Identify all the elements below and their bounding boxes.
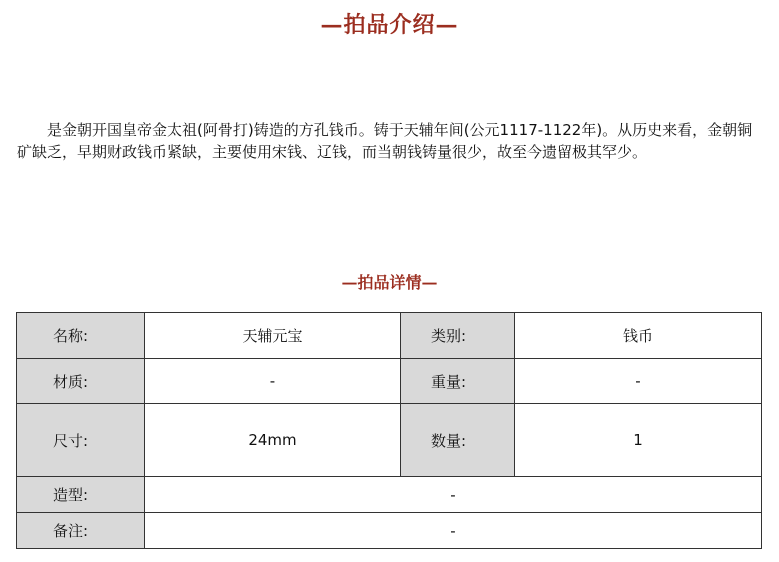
name-label: 名称: xyxy=(17,313,145,359)
remarks-label: 备注: xyxy=(17,513,145,549)
material-value: - xyxy=(145,359,401,404)
shape-label: 造型: xyxy=(17,477,145,513)
details-table xyxy=(16,312,762,549)
table-row xyxy=(17,404,762,477)
table-row xyxy=(17,477,762,513)
category-label: 类别: xyxy=(401,313,515,359)
remarks-value: - xyxy=(145,513,762,549)
weight-value: - xyxy=(515,359,762,404)
shape-value: - xyxy=(145,477,762,513)
category-value: 钱币 xyxy=(515,313,762,359)
intro-section-title: —拍品介绍— xyxy=(320,12,459,38)
table-row xyxy=(17,359,762,404)
quantity-value: 1 xyxy=(515,404,762,477)
quantity-label: 数量: xyxy=(401,404,515,477)
table-row xyxy=(17,313,762,359)
details-section-title: —拍品详情— xyxy=(341,273,438,292)
weight-label: 重量: xyxy=(401,359,515,404)
material-label: 材质: xyxy=(17,359,145,404)
table-row xyxy=(17,513,762,549)
size-value: 24mm xyxy=(145,404,401,477)
size-label: 尺寸: xyxy=(17,404,145,477)
intro-paragraph: 是金朝开国皇帝金太祖(阿骨打)铸造的方孔钱币。铸于天辅年间(公元1117-1122年)。从历史来看，金朝铜矿缺乏，早期财政钱币紧缺，主要使用宋钱、辽钱，而当朝钱铸量很少，故至今遗留极其罕少。 xyxy=(17,121,753,161)
name-value: 天辅元宝 xyxy=(145,313,401,359)
